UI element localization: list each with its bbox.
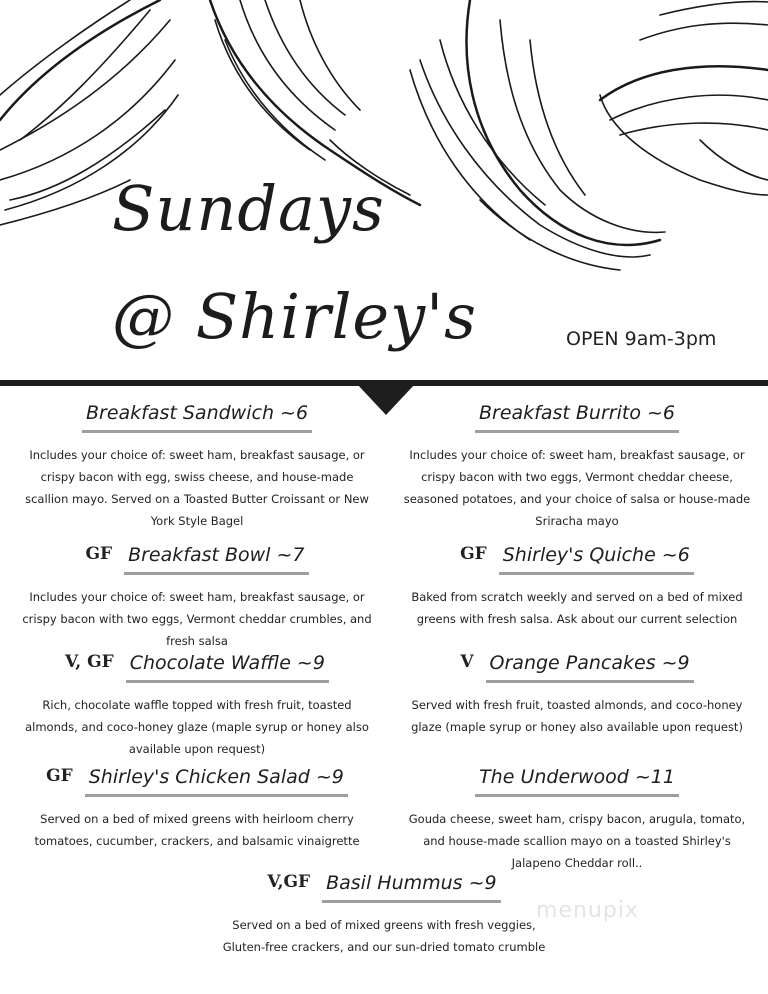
menu-item [214, 872, 554, 958]
menu-item-header [402, 766, 752, 802]
menu-item-header [402, 652, 752, 688]
menu-item-description: Includes your choice of: sweet ham, breakfast sausage, or crispy bacon with two eggs, Vermont cheddar cheese, seasoned potatoes, and your choice of salsa or house-made Sriracha mayo [403, 448, 751, 528]
feather-right [600, 2, 768, 195]
page-title-line2: @ Shirley's [112, 280, 477, 353]
menu-item [22, 544, 372, 652]
menu-item-name: Breakfast Sandwich ~6 [82, 402, 312, 433]
menu-item-description: Served on a bed of mixed greens with heirloom cherry tomatoes, cucumber, crackers, and balsamic vinaigrette [34, 812, 360, 848]
menu-item-description: Gouda cheese, sweet ham, crispy bacon, arugula, tomato, and house-made scallion mayo on a toasted Shirley's Jalapeno Cheddar roll.. [408, 812, 746, 870]
menu-item [22, 402, 372, 532]
menu-item-header [12, 766, 382, 802]
opening-hours: OPEN 9am-3pm [566, 328, 717, 350]
menu-item [402, 544, 752, 630]
diet-tag: V,GF [267, 872, 311, 892]
menu-item-header [402, 544, 752, 580]
menu-item-description: Baked from scratch weekly and served on a bed of mixed greens with fresh salsa. Ask about our current selection [411, 590, 743, 626]
menu-item-name: Breakfast Burrito ~6 [475, 402, 679, 433]
page-title-line1: Sundays [112, 172, 385, 245]
menu-item-header [22, 652, 372, 688]
menu-item-name: Chocolate Waffle ~9 [126, 652, 329, 683]
diet-tag: GF [85, 544, 113, 564]
diet-tag: V [460, 652, 474, 672]
menu-item-name: The Underwood ~11 [475, 766, 679, 797]
menu-item-description: Rich, chocolate waffle topped with fresh fruit, toasted almonds, and coco-honey glaze (maple syrup or honey also available upon request) [25, 698, 369, 756]
menu-item-name: Shirley's Quiche ~6 [499, 544, 694, 575]
menu-item-header [22, 402, 372, 438]
menu-item-header [214, 872, 554, 908]
menu-item-description: Served on a bed of mixed greens with fresh veggies, Gluten-free crackers, and our sun-dried tomato crumble [222, 918, 546, 954]
diet-tag: V, GF [65, 652, 114, 672]
menu-item-description: Includes your choice of: sweet ham, breakfast sausage, or crispy bacon with two eggs, Vermont cheddar crumbles, and fresh salsa [22, 590, 372, 648]
menu-item [402, 652, 752, 738]
menu-item [402, 766, 752, 874]
menu-item-description: Includes your choice of: sweet ham, breakfast sausage, or crispy bacon with egg, swiss cheese, and house-made scallion mayo. Served on a Toasted Butter Croissant or New York Style Bagel [25, 448, 369, 528]
menu-item-description: Served with fresh fruit, toasted almonds, and coco-honey glaze (maple syrup or honey also available upon request) [411, 698, 743, 734]
menu-item-header [22, 544, 372, 580]
menu-item-name: Shirley's Chicken Salad ~9 [85, 766, 348, 797]
menu-item-header [402, 402, 752, 438]
menu-item [402, 402, 752, 532]
menu-item-name: Orange Pancakes ~9 [486, 652, 694, 683]
menu-item [12, 766, 382, 852]
diet-tag: GF [46, 766, 73, 786]
menu-item-name: Breakfast Bowl ~7 [124, 544, 308, 575]
menu-item-name: Basil Hummus ~9 [322, 872, 501, 903]
menu-item [22, 652, 372, 760]
watermark: menupix [536, 898, 639, 923]
diet-tag: GF [460, 544, 487, 564]
